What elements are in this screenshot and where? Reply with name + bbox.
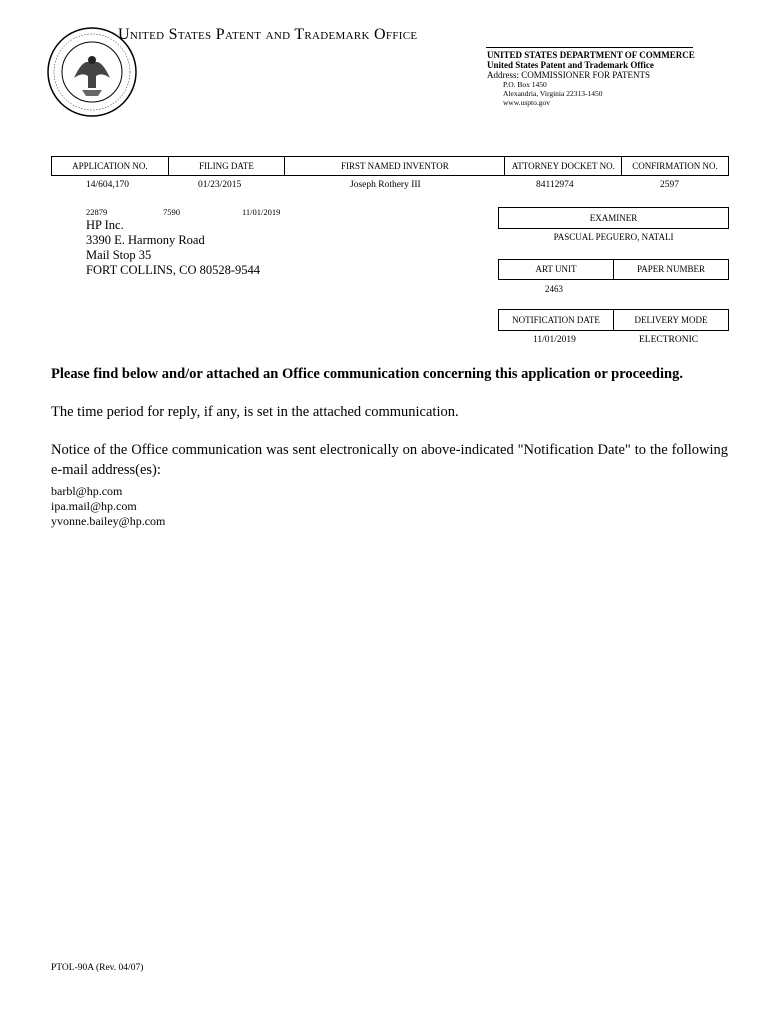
address-line: 3390 E. Harmony Road (86, 233, 205, 247)
notification-date-label: NOTIFICATION DATE (499, 310, 614, 330)
confirmation-no-value: 2597 (660, 180, 679, 190)
address-label: Address: (487, 70, 519, 80)
header-first-named-inventor: FIRST NAMED INVENTOR (285, 157, 505, 176)
email-address[interactable]: barbl@hp.com (51, 484, 123, 498)
art-unit-value: 2463 (545, 284, 563, 294)
department-name: UNITED STATES DEPARTMENT OF COMMERCE (487, 50, 695, 60)
art-unit-label: ART UNIT (499, 260, 614, 279)
customer-number: 22879 (86, 207, 108, 217)
filing-date-value: 01/23/2015 (198, 180, 242, 190)
paper-number-label: PAPER NUMBER (637, 264, 705, 274)
correspondence-code: 7590 (163, 207, 180, 217)
communication-headline: Please find below and/or attached an Office communication concerning this application or proceeding. (51, 366, 683, 382)
address-recipient: COMMISSIONER FOR PATENTS (521, 70, 650, 80)
email-address[interactable]: ipa.mail@hp.com (51, 499, 137, 513)
application-info-table (51, 156, 729, 176)
notice-text: Notice of the Office communication was sent electronically on above-indicated "Notification Date" to the following e-mail address(es): (51, 442, 728, 478)
reply-period-text: The time period for reply, if any, is set in the attached communication. (51, 404, 459, 420)
notification-date-value: 11/01/2019 (533, 335, 576, 345)
address-line: FORT COLLINS, CO 80528-9544 (86, 263, 261, 277)
first-named-inventor-value: Joseph Rothery III (350, 180, 421, 190)
examiner-label-box: EXAMINER (498, 207, 729, 229)
delivery-mode-value: ELECTRONIC (639, 335, 699, 345)
office-name: United States Patent and Trademark Office (487, 60, 654, 70)
art-unit-header-box (498, 259, 729, 280)
form-identifier: PTOL-90A (Rev. 04/07) (51, 963, 144, 973)
po-box: P.O. Box 1450 (503, 80, 547, 89)
header-attorney-docket-no: ATTORNEY DOCKET NO. (505, 157, 622, 176)
examiner-name: PASCUAL PEGUERO, NATALI (553, 232, 674, 242)
address-to (487, 70, 695, 80)
email-list (51, 484, 165, 529)
correspondence-date: 11/01/2019 (242, 207, 281, 217)
header-application-no: APPLICATION NO. (52, 157, 169, 176)
header-confirmation-no: CONFIRMATION NO. (622, 157, 729, 176)
header-rule (486, 47, 693, 48)
department-address-block (487, 50, 695, 107)
application-no-value: 14/604,170 (86, 180, 130, 190)
correspondence-address (86, 218, 260, 278)
address-line: Mail Stop 35 (86, 248, 152, 262)
attorney-docket-no-value: 84112974 (536, 180, 574, 190)
notification-header-box (498, 309, 729, 331)
city-line: Alexandria, Virginia 22313-1450 (503, 89, 603, 98)
website-link[interactable]: www.uspto.gov (503, 98, 551, 107)
address-line: HP Inc. (86, 218, 124, 232)
delivery-mode-label: DELIVERY MODE (634, 315, 708, 325)
office-title: United States Patent and Trademark Office (118, 26, 418, 43)
email-address[interactable]: yvonne.bailey@hp.com (51, 514, 166, 528)
header-filing-date: FILING DATE (168, 157, 285, 176)
